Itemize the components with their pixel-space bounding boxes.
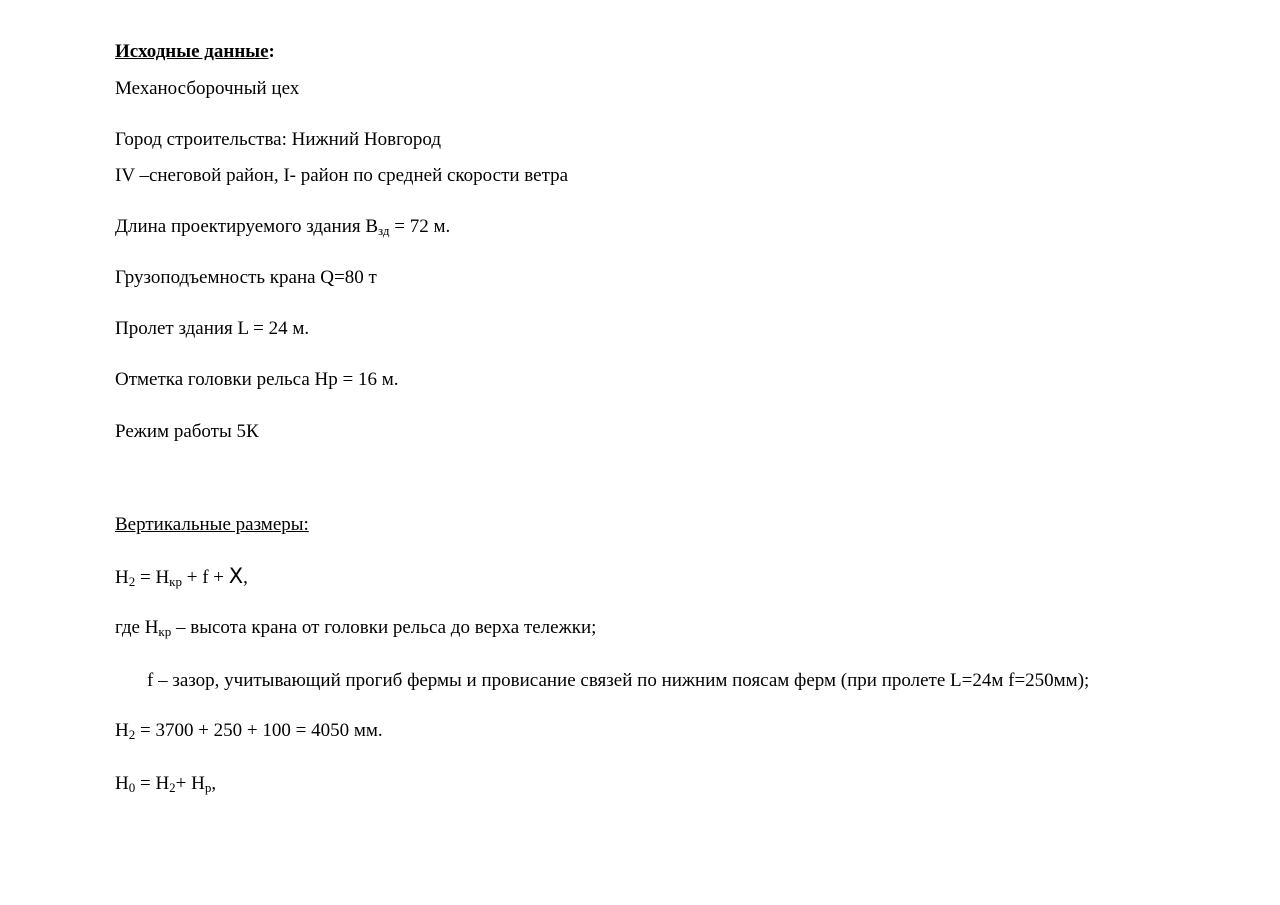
formula-h2-plus-f: + f + [182, 567, 229, 588]
crane-height-prefix: где H [115, 617, 159, 638]
formula-h2 [115, 565, 248, 589]
formula-h0-h: H [115, 773, 129, 794]
formula-h0-comma: , [211, 773, 217, 794]
formula-h0-eq: = H [135, 773, 170, 794]
shop-type: Механосборочный цех [115, 78, 300, 99]
source-data-heading-colon: : [268, 41, 275, 62]
source-data-heading-title: Исходные данные [115, 41, 269, 62]
formula-h0-sub-0: 0 [128, 780, 136, 795]
crane-height-definition [115, 617, 596, 639]
formula-h0 [115, 773, 216, 795]
formula-h0-sub-r: р [204, 780, 212, 795]
source-data-heading [115, 41, 275, 63]
snow-wind-regions: IV –снеговой район, I- район по средней скорости ветра [115, 165, 569, 186]
h2-calc-sub-2: 2 [128, 727, 136, 742]
vertical-dimensions-heading: Вертикальные размеры: [115, 514, 309, 535]
formula-h2-x: X [228, 564, 244, 588]
building-length-suffix: = 72 м. [389, 216, 451, 237]
work-mode: Режим работы 5К [115, 421, 259, 442]
formula-h2-sub-kr: кр [169, 574, 182, 589]
formula-h2-comma: , [243, 567, 248, 588]
building-length [115, 216, 450, 238]
h2-calculation [115, 720, 383, 742]
crane-height-sub-kr: кр [158, 624, 172, 639]
gap-f-definition: f – зазор, учитывающий прогиб фермы и провисание связей по нижним поясам ферм (при пролете L=24м f=250мм); [147, 670, 1090, 691]
formula-h0-plus-h: + H [175, 773, 205, 794]
rail-head-mark: Отметка головки рельса Hр = 16 м. [115, 369, 399, 390]
h2-calc-expression: = 3700 + 250 + 100 = 4050 мм. [135, 720, 383, 741]
construction-city: Город строительства: Нижний Новгород [115, 129, 442, 150]
formula-h2-h: H [115, 567, 129, 588]
building-span: Пролет здания L = 24 м. [115, 318, 310, 339]
h2-calc-h: H [115, 720, 129, 741]
building-length-prefix: Длина проектируемого здания B [115, 216, 379, 237]
formula-h0-sub-2: 2 [169, 780, 176, 795]
building-length-subscript: зд [378, 223, 390, 238]
formula-h2-sub-2: 2 [128, 574, 136, 589]
formula-h2-eq: = H [135, 567, 170, 588]
crane-capacity: Грузоподъемность крана Q=80 т [115, 267, 377, 288]
crane-height-suffix: – высота крана от головки рельса до верха тележки; [171, 617, 597, 638]
